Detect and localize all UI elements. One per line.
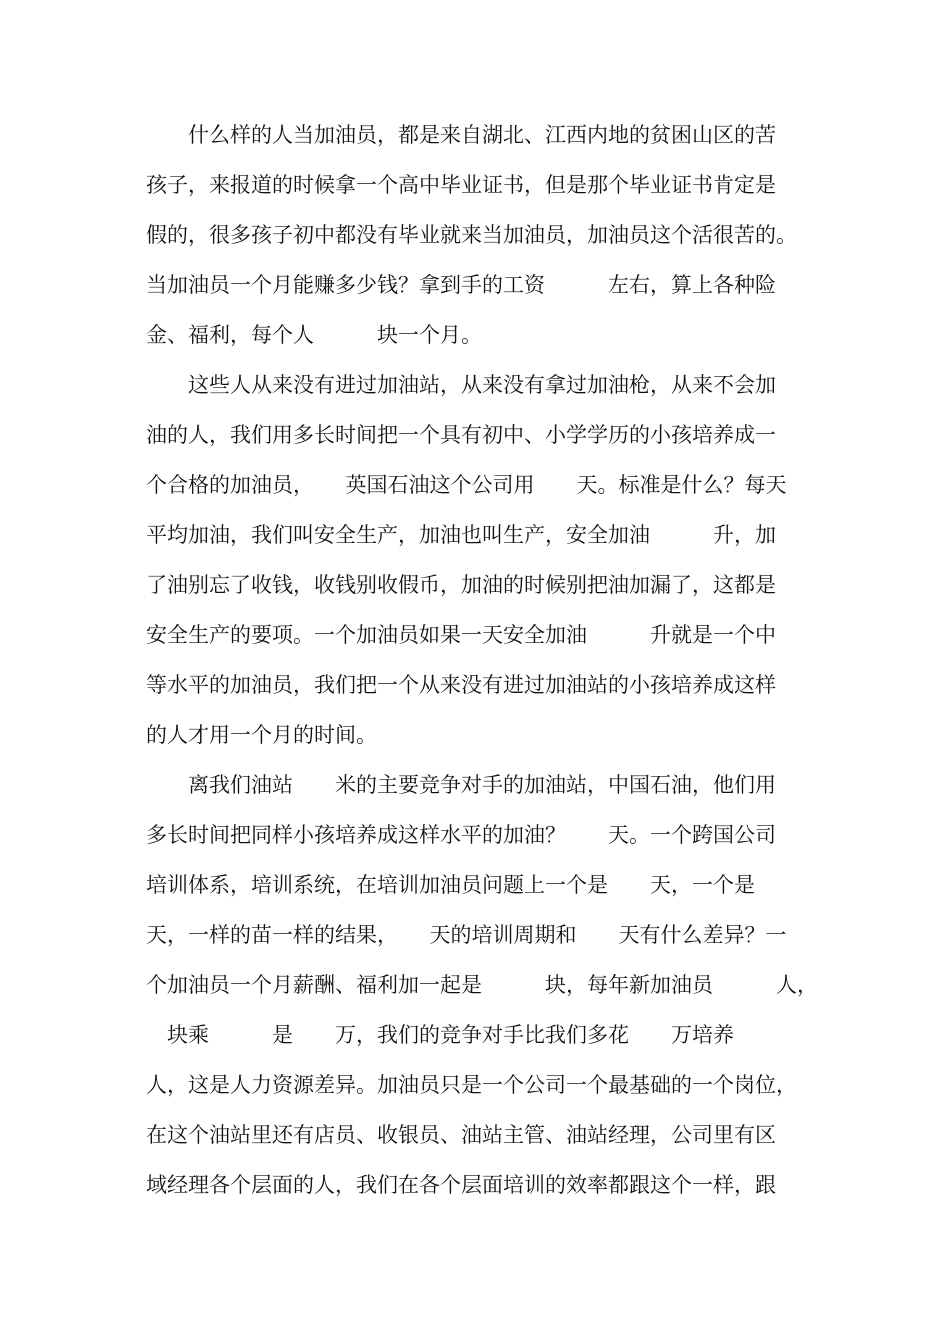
text-line: 的人才用一个月的时间。 xyxy=(146,723,377,747)
text-line: 等水平的加油员，我们把一个从来没有进过加油站的小孩培养成这样 xyxy=(146,673,776,697)
text-line: 培训体系，培训系统，在培训加油员问题上一个是 天，一个是 xyxy=(146,873,755,897)
text-line: 安全生产的要项。一个加油员如果一天安全加油 升就是一个中 xyxy=(146,623,776,647)
text-line: 天，一样的苗一样的结果， 天的培训周期和 天有什么差异？一 xyxy=(146,923,787,947)
text-line: 平均加油，我们叫安全生产，加油也叫生产，安全加油 升，加 xyxy=(146,523,776,547)
text-line: 在这个油站里还有店员、收银员、油站主管、油站经理，公司里有区 xyxy=(146,1123,776,1147)
text-line: 人，这是人力资源差异。加油员只是一个公司一个最基础的一个岗位， xyxy=(146,1073,797,1097)
text-line: 多长时间把同样小孩培养成这样水平的加油？ 天。一个跨国公司 xyxy=(146,823,776,847)
text-line: 块乘 是 万，我们的竞争对手比我们多花 万培养 xyxy=(146,1023,734,1047)
text-line: 假的，很多孩子初中都没有毕业就来当加油员，加油员这个活很苦的。 xyxy=(146,223,797,247)
text-line: 油的人，我们用多长时间把一个具有初中、小学学历的小孩培养成一 xyxy=(146,423,776,447)
text-line: 孩子，来报道的时候拿一个高中毕业证书，但是那个毕业证书肯定是 xyxy=(146,173,776,197)
text-line: 当加油员一个月能赚多少钱？拿到手的工资 左右，算上各种险 xyxy=(146,273,776,297)
text-line: 这些人从来没有进过加油站，从来没有拿过加油枪，从来不会加 xyxy=(146,373,776,397)
text-line: 域经理各个层面的人，我们在各个层面培训的效率都跟这个一样，跟 xyxy=(146,1173,776,1197)
text-line: 了油别忘了收钱，收钱别收假币，加油的时候别把油加漏了，这都是 xyxy=(146,573,776,597)
text-line: 金、福利，每个人 块一个月。 xyxy=(146,323,482,347)
text-line: 个合格的加油员， 英国石油这个公司用 天。标准是什么？每天 xyxy=(146,473,787,497)
text-line: 什么样的人当加油员，都是来自湖北、江西内地的贫困山区的苦 xyxy=(146,123,776,147)
text-line: 离我们油站 米的主要竞争对手的加油站，中国石油，他们用 xyxy=(146,773,776,797)
text-line: 个加油员一个月薪酬、福利加一起是 块，每年新加油员 人， xyxy=(146,973,818,997)
